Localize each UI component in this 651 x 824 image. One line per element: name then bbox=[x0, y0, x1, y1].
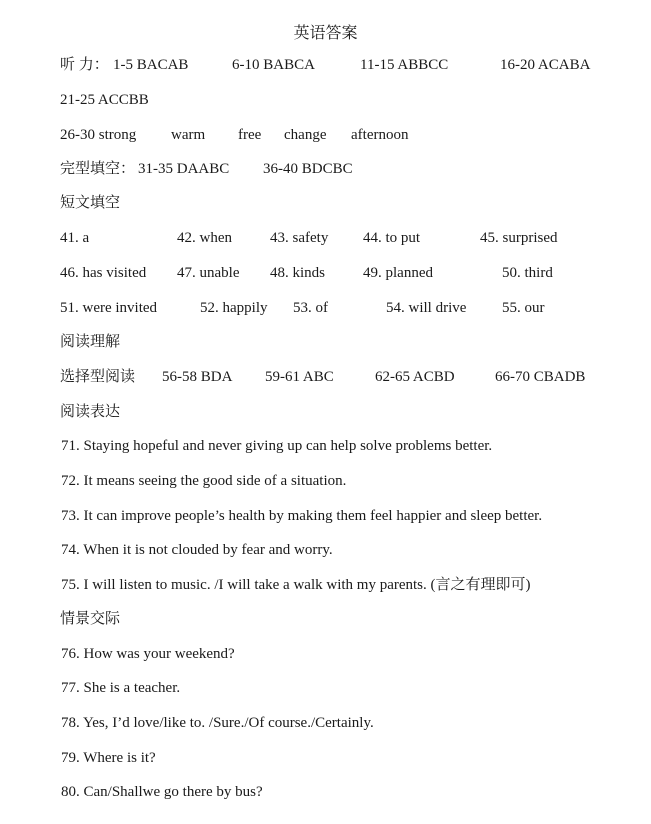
answer-48: 48. kinds bbox=[270, 265, 326, 281]
answer-42: 42. when bbox=[177, 230, 232, 246]
answer-50: 50. third bbox=[502, 265, 553, 281]
short-passage-heading: 短文填空 bbox=[60, 195, 121, 211]
answer-51: 51. were invited bbox=[60, 300, 158, 316]
listening-group-3: 11-15 ABBCC bbox=[360, 57, 449, 73]
answer-47: 47. unable bbox=[177, 265, 240, 281]
cloze-group-2: 36-40 BDCBC bbox=[263, 161, 353, 177]
answer-41: 41. a bbox=[60, 230, 90, 246]
page-title: 英语答案 bbox=[293, 25, 358, 42]
reading-label: 选择型阅读 bbox=[60, 369, 136, 385]
dialogue-heading: 情景交际 bbox=[60, 611, 121, 627]
answer-73: 73. It can improve people’s health by making them feel happier and sleep better. bbox=[61, 508, 543, 524]
answer-26-30: 26-30 strong bbox=[60, 127, 137, 143]
answer-80: 80. Can/Shallwe go there by bus? bbox=[61, 784, 263, 800]
answer-29: change bbox=[284, 127, 327, 143]
answer-43: 43. safety bbox=[270, 230, 329, 246]
answer-76: 76. How was your weekend? bbox=[61, 646, 235, 662]
listening-group-2: 6-10 BABCA bbox=[232, 57, 315, 73]
listening-label: 听 力： bbox=[60, 57, 109, 73]
answer-78: 78. Yes, I’d love/like to. /Sure./Of course./Certainly. bbox=[61, 715, 374, 731]
answer-75: 75. I will listen to music. /I will take a walk with my parents. (言之有理即可) bbox=[61, 577, 531, 593]
reading-group-1: 56-58 BDA bbox=[162, 369, 233, 385]
answer-46: 46. has visited bbox=[60, 265, 147, 281]
answer-49: 49. planned bbox=[363, 265, 433, 281]
listening-group-5: 21-25 ACCBB bbox=[60, 92, 149, 108]
reading-group-2: 59-61 ABC bbox=[265, 369, 334, 385]
answer-27: warm bbox=[171, 127, 206, 143]
reading-group-3: 62-65 ACBD bbox=[375, 369, 455, 385]
answer-52: 52. happily bbox=[200, 300, 268, 316]
answer-55: 55. our bbox=[502, 300, 545, 316]
answer-77: 77. She is a teacher. bbox=[61, 680, 181, 696]
cloze-group-1: 31-35 DAABC bbox=[138, 161, 230, 177]
answer-45: 45. surprised bbox=[480, 230, 558, 246]
answer-74: 74. When it is not clouded by fear and worry. bbox=[61, 542, 333, 558]
answer-30: afternoon bbox=[351, 127, 409, 143]
answer-53: 53. of bbox=[293, 300, 328, 316]
reading-heading: 阅读理解 bbox=[60, 334, 121, 350]
answer-44: 44. to put bbox=[363, 230, 421, 246]
answer-54: 54. will drive bbox=[386, 300, 467, 316]
expression-heading: 阅读表达 bbox=[60, 404, 121, 420]
reading-group-4: 66-70 CBADB bbox=[495, 369, 586, 385]
cloze-label: 完型填空： bbox=[60, 161, 136, 177]
listening-group-1: 1-5 BACAB bbox=[113, 57, 189, 73]
listening-group-4: 16-20 ACABA bbox=[500, 57, 591, 73]
answer-71: 71. Staying hopeful and never giving up can help solve problems better. bbox=[61, 438, 493, 454]
answer-72: 72. It means seeing the good side of a situation. bbox=[61, 473, 347, 489]
answer-79: 79. Where is it? bbox=[61, 750, 156, 766]
answer-28: free bbox=[238, 127, 262, 143]
